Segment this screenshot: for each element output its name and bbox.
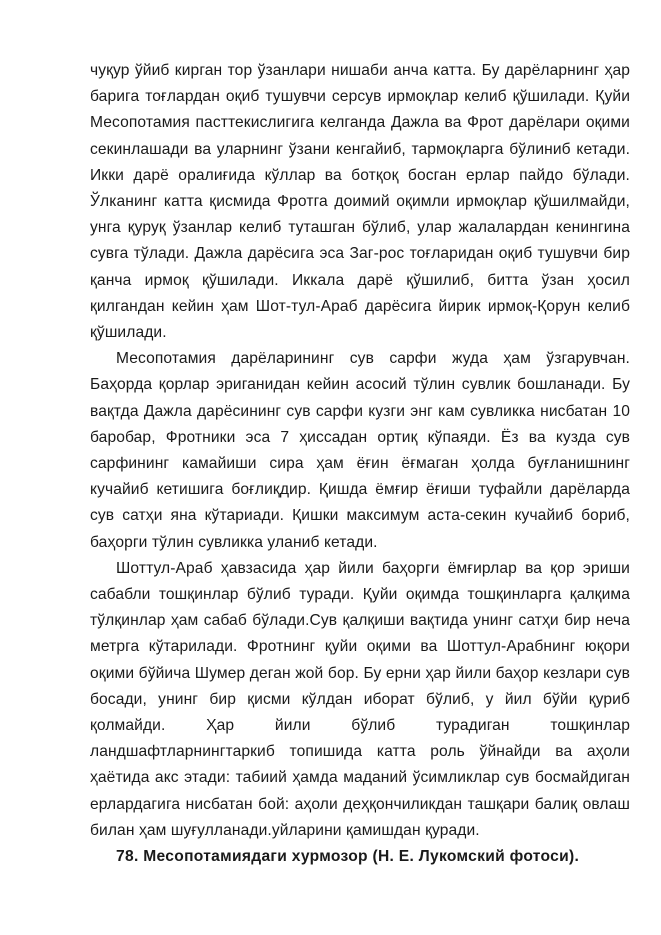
paragraph-1: чуқур ўйиб кирган тор ўзанлари нишаби анча катта. Бу дарёларнинг ҳар барига тоғлардан оқиб тушувчи серсув ирмоқлар келиб қўшилади. Қуйи Месопотамия пасттекислигига келганда Дажла ва Фрот дарёлари оқими секинлашади ва уларнинг ўзани кенгайиб, тармоқларга бўлиниб кетади. Икки дарё оралиғида кўллар ва ботқоқ босган ерлар пайдо бўлади. Ўлканинг катта қисмида Фротга доимий оқимли ирмоқлар қўшилмайди, унга қуруқ ўзанлар келиб туташган бўлиб, улар жалалардан кенингина сувга тўлади. Дажла дарёсига эса Заг-рос тоғларидан оқиб тушувчи бир қанча ирмоқ қўшилади. Иккала дарё қўшилиб, битта ўзан ҳосил қилгандан кейин ҳам Шот-тул-Араб дарёсига йирик ирмоқ-Қорун келиб қўшилади.	[90, 62, 630, 342]
figure-caption: 78. Месопотамиядаги хурмозор (Н. Е. Лукомский фотоси).	[116, 848, 580, 866]
paragraph-3: Шоттул-Араб ҳавзасида ҳар йили баҳорги ёмғирлар ва қор эриши сабабли тошқинлар бўлиб туради. Қуйи оқимда тошқинларга қалқима тўлқинлар ҳам сабаб бўлади.Сув қалқиши вақтида унинг сатҳи бир неча метрга кўтарилади. Фротнинг қуйи оқими ва Шоттул-Арабнинг юқори оқими бўйича Шумер деган жой бор. Бу ерни ҳар йили баҳор кезлари сув босади, унинг бир қисми кўлдан иборат бўлиб, у йил бўйи қуриб қолмайди. Ҳар йили бўлиб турадиган тошқинлар ландшафтларнингтаркиб топишида катта роль ўйнайди ва аҳоли ҳаётида акс этади: табиий ҳамда маданий ўсимликлар сув босмайдиган ерлардагига нисбатан бой: аҳоли деҳқончиликдан ташқари балиқ овлаш билан ҳам шуғулланади.уйларини қамишдан қуради.	[90, 559, 630, 839]
paragraph-2: Месопотамия дарёларининг сув сарфи жуда ҳам ўзгарувчан. Баҳорда қорлар эриганидан кейин асосий тўлин сувлик бошланади. Бу вақтда Дажла дарёсининг сув сарфи кузги энг кам сувликка нисбатан 10 баробар, Фротники эса 7 ҳиссадан ортиқ кўпаяди. Ёз ва кузда сув сарфининг камайиши сира ҳам ёғин ёғмаган ҳолда буғланишнинг кучайиб кетишига боғлиқдир. Қишда ёмғир ёғиши туфайли дарёларда сув сатҳи яна кўтариади. Қишки максимум аста-секин кучайиб бориб, баҳорги тўлин сувликка уланиб кетади.	[90, 350, 630, 551]
document-page	[90, 58, 630, 870]
